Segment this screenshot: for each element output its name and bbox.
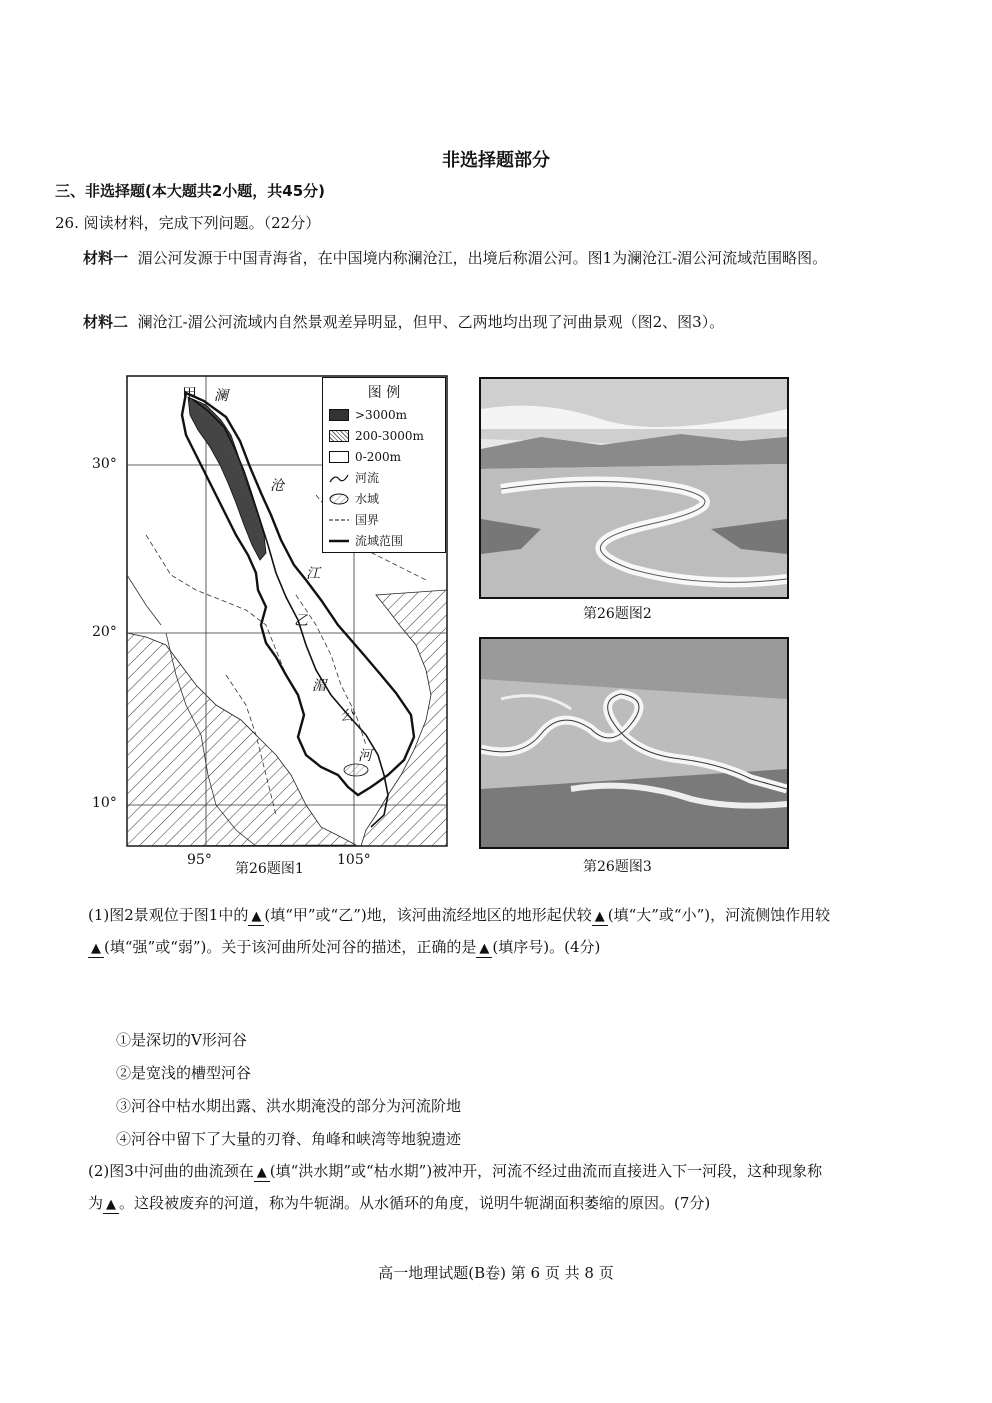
answer-blank[interactable]: ▲ bbox=[248, 909, 264, 926]
legend-item-high: >3000m bbox=[329, 404, 439, 425]
material-one-label: 材料一 bbox=[83, 249, 129, 267]
legend-item-basin: 流域范围 bbox=[355, 534, 404, 548]
lon-label-95: 95° bbox=[187, 852, 212, 868]
figure1-caption: 第26题图1 bbox=[235, 861, 304, 877]
lat-label-20: 20° bbox=[92, 624, 117, 640]
q1-option-3: ③河谷中枯水期出露、洪水期淹没的部分为河流阶地 bbox=[116, 1097, 462, 1115]
map-legend bbox=[322, 377, 446, 553]
question-1: (1)图2景观位于图1中的 ▲ (填“甲”或“乙”)地，该河曲流经地区的地形起伏较 ▲ (填“大”或“小”)，河流侧蚀作用较▲ (填“强”或“弱”)。关于该河曲所处河谷的描述，正确的是 ▲ (填序号)。(4分) bbox=[88, 906, 831, 956]
answer-blank[interactable]: ▲ bbox=[88, 941, 104, 958]
material-two-text: 澜沧江-湄公河流域内自然景观差异明显，但甲、乙两地均出现了河曲景观（图2、图3）。 bbox=[137, 313, 725, 331]
legend-item-mid: 200-3000m bbox=[329, 425, 439, 446]
page-footer: 高一地理试题(B卷) 第 6 页 共 8 页 bbox=[378, 1264, 614, 1282]
meander-photo-valley bbox=[479, 637, 789, 849]
river-char-lan: 澜 bbox=[214, 388, 228, 404]
river-char-he: 河 bbox=[358, 748, 372, 764]
material-one-text: 湄公河发源于中国青海省，在中国境内称澜沧江，出境后称湄公河。图1为澜沧江-湄公河流域范围略图。 bbox=[137, 249, 828, 267]
page-title: 非选择题部分 bbox=[442, 150, 550, 171]
figure2-caption: 第26题图2 bbox=[583, 606, 652, 622]
answer-blank[interactable]: ▲ bbox=[476, 941, 492, 958]
question-2: (2)图3中河曲的曲流颈在 ▲ (填“洪水期”或“枯水期”)被冲开，河流不经过曲流而直接进入下一河段，这种现象称为 ▲ 。这段被废弃的河道，称为牛轭湖。从水循环的角度，说明牛轭湖面积萎缩的原因。(7分) bbox=[88, 1162, 823, 1212]
q1-option-4: ④河谷中留下了大量的刃脊、角峰和峡湾等地貌遗迹 bbox=[116, 1130, 462, 1148]
place-label-yi: 乙 bbox=[294, 613, 308, 629]
river-char-mei: 湄 bbox=[312, 678, 326, 694]
lon-label-105: 105° bbox=[337, 852, 371, 868]
legend-item-low: 0-200m bbox=[329, 446, 439, 467]
answer-blank[interactable]: ▲ bbox=[254, 1165, 270, 1182]
river-char-gong: 公 bbox=[340, 708, 354, 724]
place-label-jia: 甲 bbox=[182, 385, 198, 403]
q1-option-1: ①是深切的V形河谷 bbox=[116, 1031, 247, 1049]
legend-item-water: 水域 bbox=[329, 488, 439, 509]
legend-item-river: 河流 bbox=[329, 467, 439, 488]
material-one bbox=[55, 242, 835, 274]
section-heading: 三、非选择题(本大题共2小题，共45分) bbox=[55, 182, 326, 200]
legend-title: 图 例 bbox=[367, 385, 401, 401]
figure3-caption: 第26题图3 bbox=[583, 859, 652, 875]
meander-photo-plateau bbox=[479, 377, 789, 599]
river-char-cang: 沧 bbox=[270, 478, 284, 494]
question-header: 26. 阅读材料，完成下列问题。（22分） bbox=[55, 214, 321, 232]
lat-label-10: 10° bbox=[92, 795, 117, 811]
answer-blank[interactable]: ▲ bbox=[592, 909, 608, 926]
river-char-jiang: 江 bbox=[306, 566, 320, 582]
basin-map bbox=[126, 375, 448, 847]
q1-option-2: ②是宽浅的槽型河谷 bbox=[116, 1064, 252, 1082]
legend-item-border: 国界 bbox=[355, 513, 380, 527]
material-two-label: 材料二 bbox=[83, 313, 129, 331]
answer-blank[interactable]: ▲ bbox=[103, 1197, 119, 1214]
material-two bbox=[55, 306, 835, 338]
lat-label-30: 30° bbox=[92, 456, 117, 472]
